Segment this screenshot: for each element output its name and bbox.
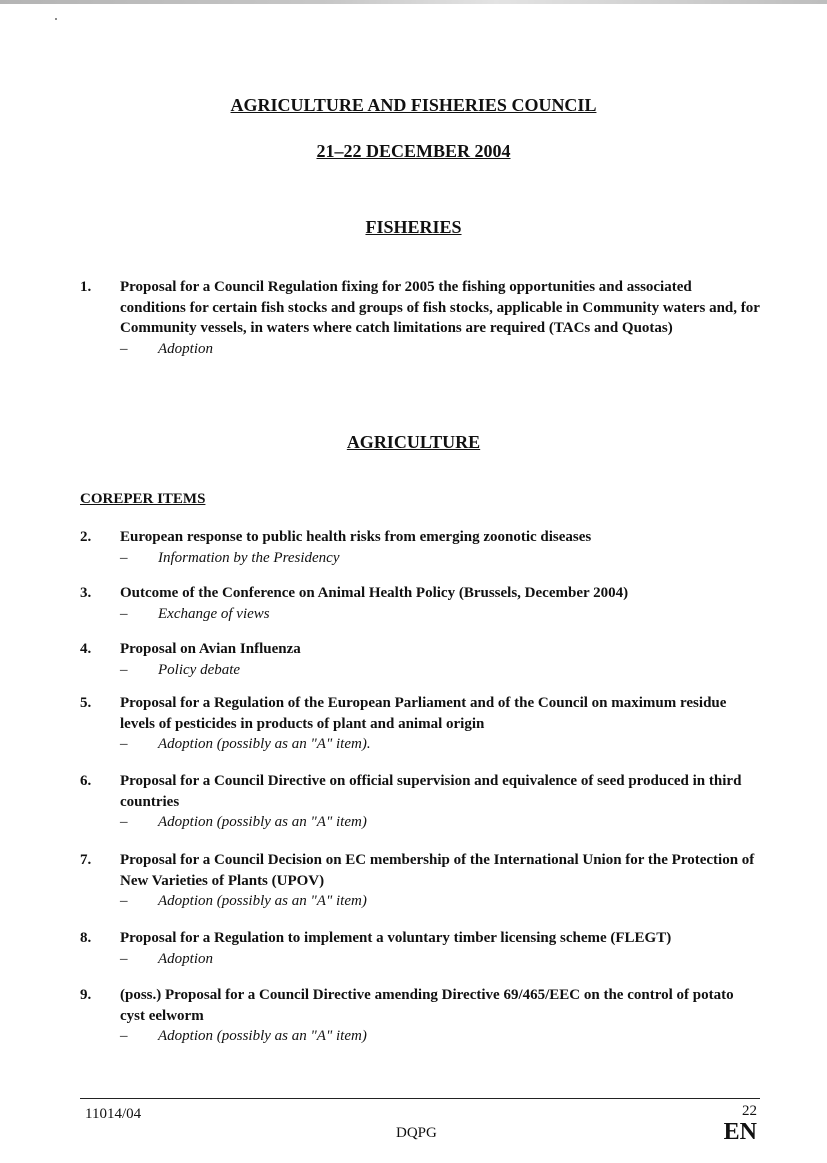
meeting-date: 21–22 DECEMBER 2004 <box>316 141 511 161</box>
item-title: Proposal for a Council Directive on official supervision and equivalence of seed produced in third countries <box>120 773 742 810</box>
item-number: 1. <box>80 279 92 295</box>
dash: – <box>120 893 128 909</box>
agenda-item-5 <box>80 693 760 755</box>
item-title: Outcome of the Conference on Animal Health Policy (Brussels, December 2004) <box>120 585 629 601</box>
item-title: Proposal for a Regulation to implement a voluntary timber licensing scheme (FLEGT) <box>120 930 672 946</box>
item-number: 3. <box>80 585 92 601</box>
agenda-item-6 <box>80 771 760 833</box>
agenda-item-7 <box>80 850 760 912</box>
item-title: (poss.) Proposal for a Council Directive amending Directive 69/465/EEC on the control of potato cyst eelworm <box>120 987 734 1024</box>
coreper-items-heading: COREPER ITEMS <box>80 491 206 507</box>
item-title: Proposal for a Council Decision on EC membership of the International Union for the Protection of New Varieties of Plants (UPOV) <box>120 852 755 889</box>
item-number: 5. <box>80 695 92 711</box>
agenda-item-3 <box>80 583 760 624</box>
agenda-item-4 <box>80 639 760 680</box>
item-title: Proposal for a Regulation of the European Parliament and of the Council on maximum residue levels of pesticides in products of plant and animal origin <box>120 695 727 732</box>
item-number: 4. <box>80 641 92 657</box>
item-action: Adoption <box>158 950 213 967</box>
fisheries-heading: FISHERIES <box>365 217 462 237</box>
agriculture-heading: AGRICULTURE <box>346 432 481 452</box>
agenda-item-2 <box>80 527 760 568</box>
item-number: 2. <box>80 529 92 545</box>
agenda-item-8 <box>80 928 760 969</box>
department-code: DQPG <box>396 1125 437 1141</box>
document-reference: 11014/04 <box>85 1106 142 1122</box>
scan-speck <box>55 18 57 20</box>
dash: – <box>120 549 128 566</box>
item-action: Policy debate <box>158 661 241 678</box>
scan-edge <box>0 0 827 4</box>
item-action: Adoption (possibly as an "A" item) <box>158 1028 367 1044</box>
language-code: EN <box>723 1119 757 1145</box>
dash: – <box>120 814 128 830</box>
item-title: European response to public health risks from emerging zoonotic diseases <box>120 529 592 545</box>
item-action: Adoption (possibly as an "A" item) <box>158 893 367 909</box>
agenda-item-1 <box>80 277 760 359</box>
item-action: Adoption (possibly as an "A" item) <box>158 814 367 830</box>
agenda-item-9 <box>80 985 760 1047</box>
item-action: Information by the Presidency <box>158 549 340 566</box>
page-number: 22 <box>742 1103 757 1119</box>
dash: – <box>120 605 128 622</box>
dash: – <box>120 736 128 752</box>
item-title: Proposal on Avian Influenza <box>120 641 301 657</box>
dash: – <box>120 1028 128 1044</box>
item-number: 9. <box>80 987 92 1003</box>
item-number: 6. <box>80 773 92 789</box>
dash: – <box>120 950 128 967</box>
item-title: Proposal for a Council Regulation fixing for 2005 the fishing opportunities and associated conditions for certain fish stocks and groups of fish stocks, applicable in Community waters and, for Community vessels, in waters where catch limitations are required (TACs and Quotas) <box>120 279 760 336</box>
item-number: 7. <box>80 852 92 868</box>
item-action: Adoption (possibly as an "A" item). <box>158 736 371 752</box>
item-number: 8. <box>80 930 92 946</box>
item-action: Exchange of views <box>158 605 270 622</box>
footer-rule <box>80 1098 760 1099</box>
dash: – <box>120 661 128 678</box>
council-title: AGRICULTURE AND FISHERIES COUNCIL <box>230 95 597 115</box>
dash: – <box>120 340 128 357</box>
item-action: Adoption <box>158 340 213 357</box>
